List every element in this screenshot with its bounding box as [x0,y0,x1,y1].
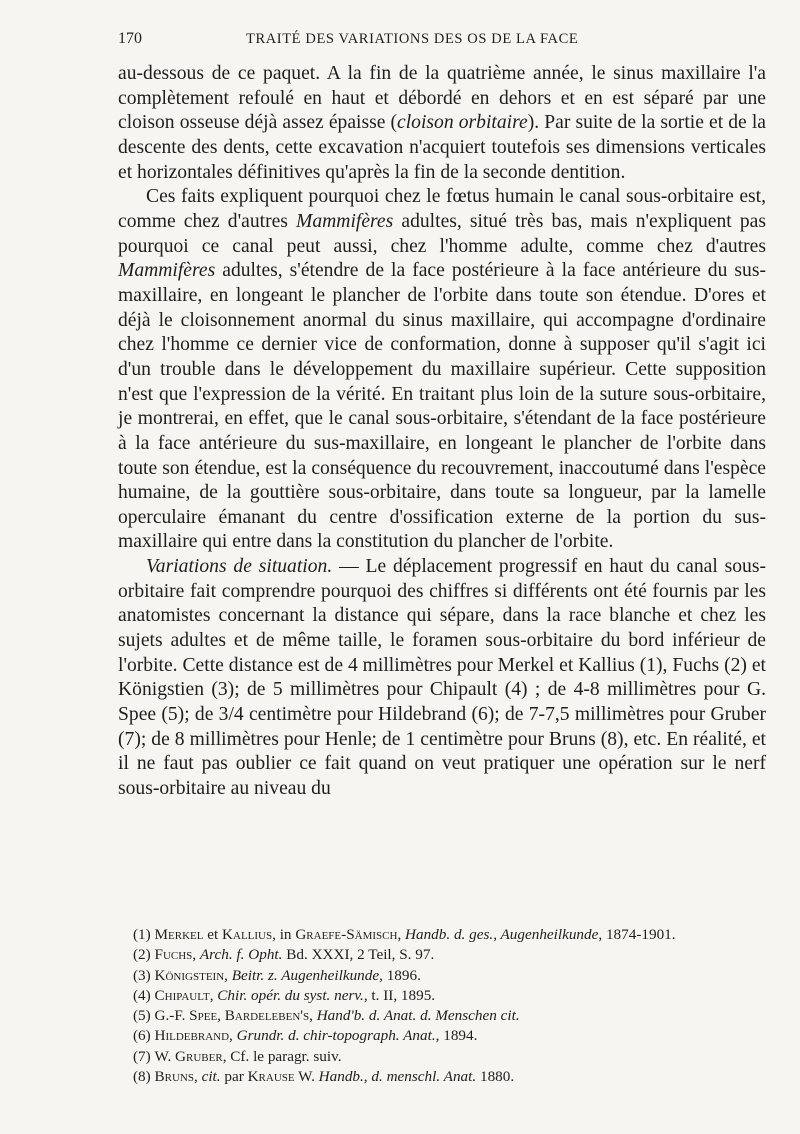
footnote-2: (2) Fuchs, Arch. f. Opht. Bd. XXXI, 2 Teil, S. 97. [133,946,435,964]
running-title: TRAITÉ DES VARIATIONS DES OS DE LA FACE [246,31,579,47]
footnote-1: (1) Merkel et Kallius, in Graefe-Sämisch, Handb. d. ges., Augenheilkunde, 1874-1901. [133,926,676,943]
footnote-6: (6) Hildebrand, Grundr. d. chir-topograph. Anat., 1894. [133,1027,478,1045]
footnote-7: (7) W. Gruber, Cf. le paragr. suiv. [133,1047,342,1065]
main-text [118,62,766,802]
footnote-5: (5) G.-F. Spee, Bardeleben's, Hand'b. d. Anat. d. Menschen cit. [133,1007,520,1025]
paragraph-3: Variations de situation. — Le déplacement progressif en haut du canal sous-orbitaire fait comprendre pourquoi des chiffres si différents ont été fournis par les anatomistes concernant la distance qui sépare, dans la race blanche et chez les sujets adultes et de même taille, le foramen sous-orbitaire du bord inférieur de l'orbite. Cette distance est de 4 millimètres pour Merkel et Kallius (1), Fuchs (2) et Königstien (3); de 5 millimètres pour Chipault (4) ; de 4-8 millimètres pour G. Spee (5); de 3/4 centimètre pour Hildebrand (6); de 7-7,5 millimètres pour Gruber (7); de 8 millimètres pour Henle; de 1 centimètre pour Bruns (8), etc. En réalité, et il ne faut pas oublier ce fait quand on veut pratiquer une opération sur le nerf sous-orbitaire au niveau du [118,556,767,800]
paragraph-2: Ces faits expliquent pourquoi chez le fœtus humain le canal sous-orbitaire est, comme chez d'autres Mammifères adultes, situé très bas, mais n'expliquent pas pourquoi ce canal peut aussi, chez l'homme adulte, comme chez d'autres Mammifères adultes, s'étendre de la face postérieure à la face antérieure du sus-maxillaire, en longeant le plancher de l'orbite dans toute son étendue. D'ores et déjà le cloisonnement anormal du sinus maxillaire, qui accompagne d'ordinaire chez l'homme ce dernier vice de conformation, donne à supposer qu'il s'agit ici d'un trouble dans le développement du maxillaire supérieur. Cette supposition n'est que l'expression de la vérité. En traitant plus loin de la suture sous-orbitaire, je montrerai, en effet, que le canal sous-orbitaire, s'étendant de la face postérieure à la face antérieure du sus-maxillaire, en longeant le plancher de l'orbite dans toute son étendue, est la conséquence du recouvrement, inaccoutumé dans l'espèce humaine, de la gouttière sous-orbitaire, dans toute sa longueur, par la lamelle operculaire émanant du centre d'ossification externe de la portion du sus-maxillaire qui entre dans la constitution du plancher de l'orbite. [118,186,766,553]
page-header [118,30,638,52]
footnote-4: (4) Chipault, Chir. opér. du syst. nerv., t. II, 1895. [133,986,436,1004]
footnotes [133,925,773,1087]
footnote-3: (3) Königstein, Beitr. z. Augenheilkunde, 1896. [133,966,421,984]
page-number: 170 [118,30,142,47]
paragraph-1: au-dessous de ce paquet. A la fin de la quatrième année, le sinus maxillaire l'a complètement refoulé en haut et débordé en dehors et en est séparé par une cloison osseuse déjà assez épaisse (cloison orbitaire). Par suite de la sortie et de la descente des dents, cette excavation n'acquiert toutefois ses dimensions verticales et horizontales définitives qu'après la fin de la seconde dentition. [118,63,766,183]
footnote-8: (8) Bruns, cit. par Krause W. Handb., d. menschl. Anat. 1880. [133,1068,515,1086]
